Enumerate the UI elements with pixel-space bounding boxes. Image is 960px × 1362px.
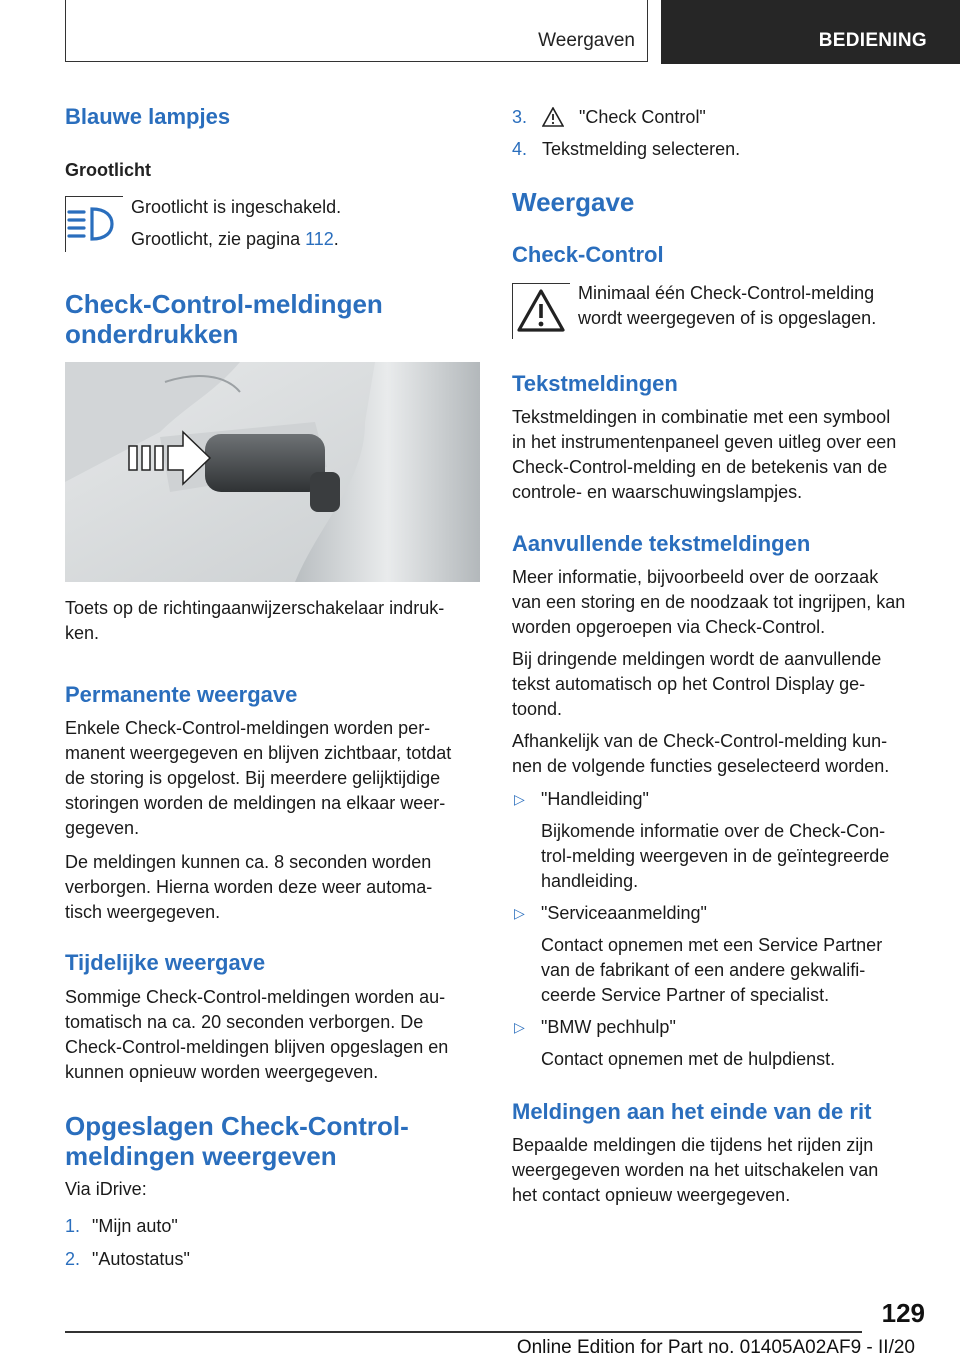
- high-beam-title: Grootlicht: [65, 160, 151, 180]
- temporary-heading: Tijdelijke weergave: [65, 950, 266, 975]
- chapter-tab: [661, 0, 960, 64]
- text-line: Meer informatie, bijvoorbeeld over de oorzaak: [512, 567, 879, 587]
- text-line: van de fabrikant of een andere gekwalifi-: [541, 960, 866, 980]
- step-text: Tekstmelding selecteren.: [542, 139, 741, 159]
- text-line: verborgen. Hierna worden deze weer automa-: [65, 877, 433, 897]
- text-line: controle- en waarschuwingslampjes.: [512, 482, 803, 502]
- suppress-heading: [65, 289, 383, 349]
- text-line: gegeven.: [65, 818, 140, 838]
- text-line: Afhankelijk van de Check-Control-melding kun-: [512, 731, 888, 751]
- step-number: 2.: [65, 1249, 81, 1269]
- text-line: Contact opnemen met een Service Partner: [541, 935, 883, 955]
- footer-divider: [65, 1331, 862, 1333]
- text-line: Minimaal één Check-Control-melding: [578, 283, 875, 303]
- text-line: nen de volgende functies geselecteerd worden.: [512, 756, 890, 776]
- text-line: Contact opnemen met de hulpdienst.: [541, 1049, 836, 1069]
- step-number: 1.: [65, 1216, 81, 1236]
- step-item: [512, 105, 932, 130]
- step-item: [65, 1247, 190, 1272]
- bullet-title: "BMW pechhulp": [541, 1017, 676, 1037]
- text-line: Bijkomende informatie over de Check-Con-: [541, 821, 886, 841]
- text-line: trol-melding weergeven in de geïntegreerde: [541, 846, 890, 866]
- text-line: van een storing en de noodzaak tot ingrijpen, kan: [512, 592, 906, 612]
- text-messages-heading: Tekstmeldingen: [512, 371, 678, 396]
- step-item: [512, 137, 932, 162]
- page-number: 129: [881, 1298, 925, 1328]
- permanent-paragraph: [65, 716, 451, 841]
- text-line: toond.: [512, 699, 563, 719]
- permanent-heading: Permanente weergave: [65, 682, 298, 707]
- bullet-triangle-icon: ▷: [514, 791, 525, 807]
- step-item: [65, 1214, 178, 1239]
- high-beam-line2-text: Grootlicht, zie pagina: [131, 229, 306, 249]
- display-heading: Weergave: [512, 187, 635, 217]
- text-line: handleiding.: [541, 871, 639, 891]
- page-link-112[interactable]: 112: [305, 229, 334, 249]
- warning-triangle-icon: [512, 283, 570, 339]
- hidden-paragraph: [65, 850, 432, 925]
- photo-caption: [65, 596, 444, 646]
- photo-caption-line1: Toets op de richtingaanwijzerschakelaar indruk-: [65, 598, 445, 618]
- stored-heading-line2: meldingen weergeven: [65, 1141, 337, 1171]
- temporary-paragraph: [65, 985, 448, 1085]
- text-line: ceerde Service Partner of specialist.: [541, 985, 830, 1005]
- text-line: wordt weergegeven of is opgeslagen.: [578, 308, 877, 328]
- text-line: Sommige Check-Control-meldingen worden au-: [65, 987, 446, 1007]
- text-line: worden opgeroepen via Check-Control.: [512, 617, 826, 637]
- text-line: manent weergegeven en blijven zichtbaar, totdat: [65, 743, 452, 763]
- photo-caption-line2: ken.: [65, 623, 100, 643]
- text-line: Check-Control-meldingen blijven opgeslagen en: [65, 1037, 449, 1057]
- chapter-title: BEDIENING: [818, 30, 927, 51]
- end-of-trip-paragraph: [512, 1133, 878, 1208]
- text-line: De meldingen kunnen ca. 8 seconden worden: [65, 852, 432, 872]
- extra-messages-paragraph: [512, 565, 905, 640]
- text-messages-paragraph: [512, 405, 896, 505]
- step-text: "Autostatus": [92, 1249, 190, 1269]
- high-beam-line1: Grootlicht is ingeschakeld.: [131, 197, 342, 217]
- bullet-item: [512, 787, 932, 894]
- bullet-item: [512, 1015, 932, 1072]
- text-line: Bij dringende meldingen wordt de aanvullende: [512, 649, 882, 669]
- end-of-trip-heading: Meldingen aan het einde van de rit: [512, 1099, 872, 1124]
- bullet-title: "Handleiding": [541, 789, 649, 809]
- via-idrive: Via iDrive:: [65, 1179, 147, 1199]
- text-line: het contact opnieuw weergegeven.: [512, 1185, 791, 1205]
- high-beam-line2-suffix: .: [333, 229, 339, 249]
- text-line: Bepaalde meldingen die tijdens het rijden zijn: [512, 1135, 874, 1155]
- high-beam-line2: [131, 227, 339, 252]
- check-control-description: [578, 281, 876, 331]
- text-line: in het instrumentenpaneel geven uitleg over een: [512, 432, 897, 452]
- urgent-paragraph: [512, 647, 881, 722]
- text-line: tomatisch na ca. 20 seconden verborgen. De: [65, 1012, 424, 1032]
- bullet-title: "Serviceaanmelding": [541, 903, 707, 923]
- text-line: de storing is opgelost. Bij meerdere gelijktijdige: [65, 768, 441, 788]
- section-title: Weergaven: [538, 30, 635, 51]
- high-beam-icon: [65, 196, 123, 252]
- depending-paragraph: [512, 729, 889, 779]
- step-number: 3.: [512, 107, 528, 127]
- stored-heading-line1: Opgeslagen Check-Control-: [65, 1111, 409, 1141]
- text-line: kunnen opnieuw worden weergegeven.: [65, 1062, 379, 1082]
- text-line: weergegeven worden na het uitschakelen van: [512, 1160, 879, 1180]
- text-line: storingen worden de meldingen na elkaar weer-: [65, 793, 446, 813]
- step-number: 4.: [512, 139, 528, 159]
- check-control-heading: Check-Control: [512, 242, 664, 267]
- text-line: tisch weergegeven.: [65, 902, 221, 922]
- blue-lamps-heading: Blauwe lampjes: [65, 104, 231, 129]
- warning-triangle-icon: [542, 107, 564, 134]
- step-text: "Check Control": [579, 107, 706, 127]
- text-line: Tekstmeldingen in combinatie met een symbool: [512, 407, 891, 427]
- edition-footer: Online Edition for Part no. 01405A02AF9 - II/20: [516, 1337, 915, 1358]
- turn-signal-lever-photo: [65, 362, 480, 582]
- extra-messages-heading: Aanvullende tekstmeldingen: [512, 531, 811, 556]
- bullet-item: [512, 901, 932, 1008]
- suppress-heading-line1: Check-Control-meldingen: [65, 289, 383, 319]
- bullet-triangle-icon: ▷: [514, 905, 525, 921]
- step-text: "Mijn auto": [92, 1216, 178, 1236]
- stored-heading: [65, 1111, 409, 1171]
- suppress-heading-line2: onderdrukken: [65, 319, 239, 349]
- text-line: Enkele Check-Control-meldingen worden per-: [65, 718, 431, 738]
- bullet-triangle-icon: ▷: [514, 1019, 525, 1035]
- text-line: tekst automatisch op het Control Display ge-: [512, 674, 866, 694]
- text-line: Check-Control-melding en de betekenis van de: [512, 457, 888, 477]
